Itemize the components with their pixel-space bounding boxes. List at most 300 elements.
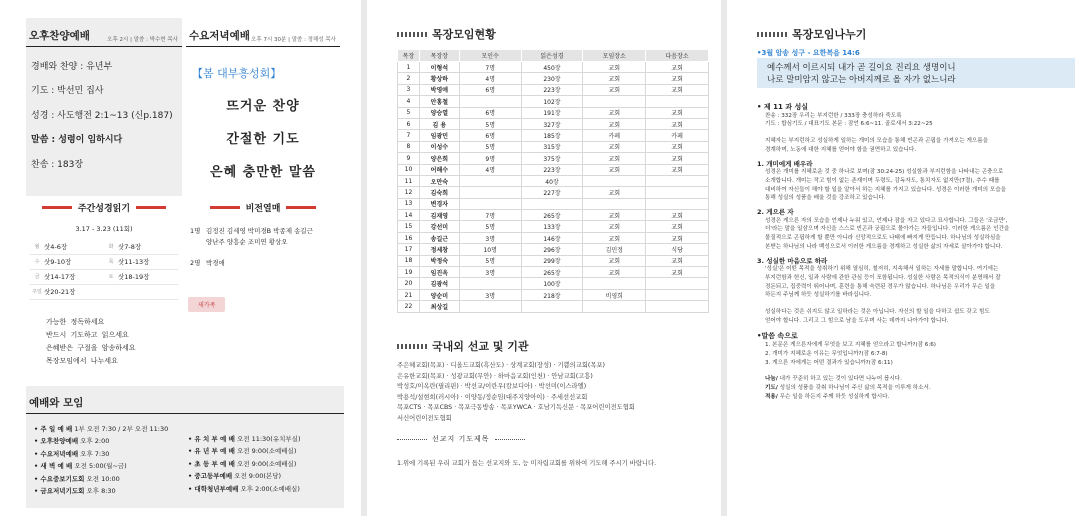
table-cell: 카페 <box>583 130 646 141</box>
table-cell: 어해수 <box>419 164 459 175</box>
table-cell: 265장 <box>521 267 583 278</box>
talk-title: •말씀 속으로 <box>757 332 798 341</box>
table-row <box>398 175 709 186</box>
reading-cell: 삿18-19장 <box>118 269 178 284</box>
table-row <box>398 141 709 152</box>
vision-fruit <box>186 200 340 378</box>
table-row <box>398 278 709 289</box>
closing-points <box>757 375 1075 401</box>
table-row <box>398 198 709 209</box>
list-item: • 수요저녁예배 오후 7:30 <box>34 449 110 458</box>
reading-cell: 삿11-13장 <box>118 254 178 269</box>
revival-line-1: 뜨거운 찬양 <box>226 99 300 114</box>
table-cell <box>459 198 521 209</box>
afternoon-hymn: 찬송 : 183장 <box>31 159 84 170</box>
header-bar-left <box>210 206 240 209</box>
afternoon-service-title: 오후찬양예배 <box>29 30 90 42</box>
text-line: 성경은 개미를 지혜로운 것 중 하나로 보며(잠 30:24-25) 성실함과 부지런함을 나타내는 곤충으로 <box>765 169 1004 176</box>
table-cell: 박영애 <box>419 84 459 95</box>
afternoon-service-header <box>26 18 182 47</box>
table-row <box>398 73 709 84</box>
table-cell: 교회 <box>583 255 646 266</box>
header-bar-right <box>286 206 316 209</box>
table-cell: 카페 <box>646 130 709 141</box>
reading-guide-line: 반드시 기도하고 읽으세요 <box>46 330 129 339</box>
table-cell: 교회 <box>646 267 709 278</box>
table-cell <box>646 301 709 312</box>
table-cell: 15 <box>398 221 420 232</box>
list-item: • 금요저녁기도회 오후 8:30 <box>34 487 116 495</box>
reading-range: 3.17 - 3.23 (11회) <box>75 225 133 233</box>
closing-share: 나눔/ 내가 꾸준히 하고 있는 것이 있다면 나누어 봅시다. <box>765 376 902 383</box>
worship-col-right <box>188 420 342 495</box>
text-line: 경계하며, 노동에 대한 지혜를 얻어야 함을 권면하고 있습니다. <box>765 146 917 153</box>
table-cell: 5명 <box>459 141 521 152</box>
table-cell: 22 <box>398 301 420 312</box>
table-cell: 교회 <box>583 118 646 129</box>
panel-right <box>727 0 1091 516</box>
missions-list <box>397 361 717 424</box>
missions-title: 국내외 선교 및 기관 <box>432 340 529 353</box>
table-cell <box>521 301 583 312</box>
table-cell: 6명 <box>459 107 521 118</box>
question: 1. 본문은 게으른자에게 무엇을 보고 지혜를 얻으라고 합니까?(잠 6:6) <box>765 342 936 349</box>
table-cell: 296장 <box>521 244 583 255</box>
dash-mark <box>757 32 787 37</box>
table-cell: 16 <box>398 232 420 243</box>
table-cell: 김재영 <box>419 210 459 221</box>
table-cell: 327장 <box>521 118 583 129</box>
text-line: 지혜자는 부지런하고 성실하게 일하는 개미의 모습을 통해 빈곤과 곤핍을 가져오는 게으름을 <box>765 138 989 145</box>
vision-fruit-title: 비전열매 <box>245 203 281 214</box>
table-row <box>398 244 709 255</box>
reading-cell: 삿4-6장 <box>44 239 104 254</box>
table-row <box>398 153 709 164</box>
table-cell: 10명 <box>459 244 521 255</box>
reading-guide-line: 가능한 정독하세요 <box>46 317 105 326</box>
lesson-title: • 제 11 과 성실 <box>757 103 809 111</box>
day-label: 주일 <box>30 284 44 299</box>
table-cell: 3 <box>398 84 420 95</box>
reading-cell: 삿14-17장 <box>44 269 104 284</box>
day-label: 금 <box>30 269 44 284</box>
text-line: 부지런함과 헌신, 일과 사람에 관한 관심 등이 포함됩니다. 성실한 사람은 목적의식이 분명해서 잘 <box>765 274 1001 281</box>
table-cell: 이형석 <box>419 62 459 73</box>
table-cell: 송길근 <box>419 232 459 243</box>
table-row <box>398 130 709 141</box>
table-cell: 450장 <box>521 62 583 73</box>
table-cell: 230장 <box>521 73 583 84</box>
col-header: 모임장소 <box>583 50 646 62</box>
table-cell: 18 <box>398 255 420 266</box>
vision-fruit-header <box>186 200 340 214</box>
table-row <box>398 267 709 278</box>
table-cell: 9명 <box>459 153 521 164</box>
panel-middle <box>367 0 720 516</box>
lesson-prayer: 기도 : 합심기도 / 대표기도 본문 : 잠언 6:6~11. 골로새서 3:22~25 <box>765 121 933 128</box>
mission-line: 서신어린이전도협회 <box>397 414 452 422</box>
table-cell: 교회 <box>646 232 709 243</box>
table-cell: 교회 <box>646 153 709 164</box>
day-label: 화 <box>104 239 118 254</box>
col-header: 모인수 <box>459 50 521 62</box>
table-cell <box>459 278 521 289</box>
mission-prayer-text: 1.위에 기록된 우리 교회가 돕는 선교지와 도, 능 미자립교회를 위하여 기도해 주시기 바랍니다. <box>397 460 657 467</box>
wednesday-service-box <box>186 18 340 196</box>
table-cell: 3명 <box>459 267 521 278</box>
table-cell: 5명 <box>459 255 521 266</box>
day-label: 월 <box>30 239 44 254</box>
table-cell: 223장 <box>521 84 583 95</box>
vision-names-cont: 양난주 양흥순 조미연 황상오 <box>206 238 288 246</box>
table-cell: 21 <box>398 289 420 300</box>
table-cell <box>646 175 709 186</box>
table-cell: 1 <box>398 62 420 73</box>
reading-cell: 삿9-10장 <box>44 254 104 269</box>
mission-line: 박용석/설현희(러시아) · 이양동/정순임(대주지양아이) · 주세선선교회 <box>397 393 588 401</box>
table-cell: 교회 <box>583 267 646 278</box>
table-cell: 안홍철 <box>419 96 459 107</box>
table-cell: 40장 <box>521 175 583 186</box>
text-line: 물질적으로 곤핍하게 할 뿐만 아니라 신앙적으로도 나태에 빠지게 만듭니다. 하나님의 성실하심을 <box>765 235 1001 242</box>
table-cell: 8 <box>398 141 420 152</box>
vision-names: 박경애 <box>206 259 225 267</box>
table-row <box>398 107 709 118</box>
table-row <box>398 96 709 107</box>
table-cell <box>459 175 521 186</box>
point-2-title: 2. 게으른 자 <box>757 208 794 217</box>
table-cell: 7명 <box>459 210 521 221</box>
table-cell: 교회 <box>583 107 646 118</box>
table-cell: 교회 <box>646 118 709 129</box>
afternoon-scripture: 성경 : 사도행전 2:1~13 (신p.187) <box>31 110 173 121</box>
table-cell: 11 <box>398 175 420 186</box>
reading-table <box>30 239 178 300</box>
vision-count: 2명 <box>190 259 201 267</box>
closing-prayer: 기도/ 성실의 성품을 갖춰 하나님이 주신 삶의 목적을 이루게 하소서. <box>765 384 931 391</box>
table-cell: 102장 <box>521 96 583 107</box>
mission-prayer-header <box>397 434 525 444</box>
panel-left <box>0 0 360 516</box>
text-line: 통해 성실의 성품을 배울 것을 강조하고 있습니다. <box>765 195 886 202</box>
table-row <box>398 84 709 95</box>
weekly-reading-title: 주간성경읽기 <box>77 203 131 214</box>
table-cell: 교회 <box>583 221 646 232</box>
table-row <box>30 284 178 299</box>
text-line: 정돈되고, 집중력이 뛰어나며, 훈련을 통해 숙련된 경우가 많습니다. 하나님은 우리가 무슨 일을 <box>765 283 996 290</box>
list-item: • 주 일 예 배 1부 오전 7:30 / 2부 오전 11:30 <box>34 424 169 433</box>
table-cell: 4명 <box>459 73 521 84</box>
groups-table-body <box>398 62 709 313</box>
day-label: 토 <box>104 269 118 284</box>
table-cell <box>583 301 646 312</box>
table-cell: 3명 <box>459 232 521 243</box>
table-cell: 변경자 <box>419 198 459 209</box>
table-cell: 이성수 <box>419 141 459 152</box>
vision-row-1 <box>190 226 340 235</box>
table-cell: 교회 <box>583 187 646 198</box>
table-cell: 비영희 <box>583 289 646 300</box>
table-cell: 교회 <box>583 84 646 95</box>
table-cell <box>646 278 709 289</box>
day-label: 목 <box>104 254 118 269</box>
table-cell: 교회 <box>583 73 646 84</box>
table-cell: 교회 <box>583 210 646 221</box>
table-row <box>398 289 709 300</box>
table-row <box>398 210 709 221</box>
worship-schedule <box>26 386 344 508</box>
table-cell: 박정숙 <box>419 255 459 266</box>
weekly-reading-header <box>26 200 182 214</box>
point-1-title: 1. 개미에게 배우라 <box>757 159 813 168</box>
question: 2. 개미가 지혜로운 이유는 무엇입니까?(잠 6:7-8) <box>765 350 888 357</box>
table-cell: 교회 <box>583 153 646 164</box>
table-cell: 218장 <box>521 289 583 300</box>
table-cell: 227장 <box>521 187 583 198</box>
new-family-badge: 새가족 <box>188 297 225 312</box>
sharing-header <box>757 26 866 42</box>
table-cell <box>459 187 521 198</box>
text-line: 하든지 주님께 하듯 성실하기를 바라십니다. <box>765 292 872 299</box>
list-item: • 초 등 부 예 배 오전 9:00(소예배실) <box>188 459 297 468</box>
afternoon-service-sub: 오후 2시 | 말씀 : 박수현 목사 <box>107 37 178 43</box>
table-cell: 김 용 <box>419 118 459 129</box>
closing-apply: 적용/ 무슨 일을 하든지 주께 하듯 성실하게 합시다. <box>765 393 890 400</box>
table-row <box>30 269 178 284</box>
table-cell <box>646 187 709 198</box>
table-header-row <box>398 50 709 62</box>
text-line: 성실하다는 것은 쉬지도 않고 일하라는 것은 아닙니다. 자신의 할 일을 다하고 쉼도 갖고 힘도 <box>765 309 990 316</box>
table-cell: 강선미 <box>419 221 459 232</box>
table-cell: 정세창 <box>419 244 459 255</box>
worship-col-left <box>34 420 188 495</box>
col-header: 읽은성경 <box>521 50 583 62</box>
table-cell: 265장 <box>521 210 583 221</box>
table-cell: 최상길 <box>419 301 459 312</box>
table-cell: 임진옥 <box>419 267 459 278</box>
table-cell: 13 <box>398 198 420 209</box>
table-cell: 교회 <box>646 255 709 266</box>
dotted-rule <box>397 439 427 440</box>
table-cell <box>583 175 646 186</box>
table-cell: 오만숙 <box>419 175 459 186</box>
revival-line-3: 은혜 충만한 말씀 <box>210 165 316 180</box>
table-row <box>398 62 709 73</box>
text-line: 본받는 하나님의 나라 백성으로서 이러한 게으름을 경계하고 성실한 삶의 자세로 살아가야 합니다. <box>765 243 1003 250</box>
text-line: 소개합니다. 개미는 작고 힘이 없는 존재이며 두령도, 감독자도, 통치자도 없지만(7절), 추수 때를 <box>765 177 1000 184</box>
missions-header <box>397 338 529 354</box>
table-cell: 2 <box>398 73 420 84</box>
afternoon-prayer: 기도 : 박선민 집사 <box>31 86 104 96</box>
table-cell: 223장 <box>521 164 583 175</box>
col-header: 목장장 <box>419 50 459 62</box>
wednesday-service-header <box>186 18 340 47</box>
table-row <box>398 232 709 243</box>
mission-line: 박성호/이옥란(필리핀) · 박선교/이란우(캄보디아) · 박선미(이스라엘) <box>397 383 587 390</box>
dash-mark <box>397 344 427 349</box>
lesson-hymn: 찬송 : 332장 우리는 부지런한 / 333장 충성하라 죽도록 <box>765 112 902 119</box>
table-cell: 5명 <box>459 221 521 232</box>
dash-mark <box>397 32 427 37</box>
table-cell <box>583 96 646 107</box>
list-item: • 유 치 부 예 배 오전 11:30(유치부실) <box>188 434 301 443</box>
day-label: 수 <box>30 254 44 269</box>
table-row <box>30 254 178 269</box>
revival-line-2: 간절한 기도 <box>226 132 300 147</box>
table-cell: 299장 <box>521 255 583 266</box>
afternoon-sermon: 말씀 : 성령이 임하시다 <box>31 135 123 145</box>
revival-title: 【봄 대부흥성회】 <box>192 67 282 80</box>
table-cell: 3명 <box>459 289 521 300</box>
table-cell <box>521 198 583 209</box>
table-cell: 교회 <box>583 62 646 73</box>
list-item: • 대학청년부예배 오후 2:00(소예배실) <box>188 484 300 493</box>
table-cell: 9 <box>398 153 420 164</box>
table-cell: 김광석 <box>419 278 459 289</box>
table-cell: 교회 <box>646 221 709 232</box>
empty-cell <box>118 284 178 299</box>
table-cell: 4명 <box>459 164 521 175</box>
table-cell: 14 <box>398 210 420 221</box>
table-row <box>398 301 709 312</box>
table-row <box>398 187 709 198</box>
table-cell: 양승열 <box>419 107 459 118</box>
table-cell: 김민정 <box>583 244 646 255</box>
text-line: 더'라는 말을 일삼으며 자신을 스스로 빈곤과 궁핍으로 몰아가는 자들입니다. 이러한 게으름은 인간을 <box>765 226 1010 233</box>
lesson-body <box>757 96 1075 401</box>
table-cell: 6명 <box>459 84 521 95</box>
table-cell: 10 <box>398 164 420 175</box>
worship-grid <box>26 414 344 495</box>
table-cell: 교회 <box>646 141 709 152</box>
table-cell: 교회 <box>646 84 709 95</box>
table-cell: 19 <box>398 267 420 278</box>
table-cell <box>646 198 709 209</box>
sharing-title: 목장모임나누기 <box>792 28 867 41</box>
table-cell: 12 <box>398 187 420 198</box>
list-item: • 수요중보기도회 오전 10:00 <box>34 474 120 483</box>
col-header: 다음장소 <box>646 50 709 62</box>
dotted-rule <box>495 439 525 440</box>
header-bar-right <box>136 206 166 209</box>
point-3-title: 3. 성실한 마음으로 하라 <box>757 256 828 265</box>
vision-row-2 <box>190 258 340 267</box>
lesson-closing <box>757 308 1075 325</box>
table-cell: 6명 <box>459 130 521 141</box>
worship-header <box>26 386 344 414</box>
table-cell: 4 <box>398 96 420 107</box>
table-cell: 7명 <box>459 62 521 73</box>
table-cell: 315장 <box>521 141 583 152</box>
list-item: • 유 년 부 예 배 오전 9:00(소예배실) <box>188 447 297 455</box>
reading-cell: 삿20-21장 <box>44 284 104 299</box>
table-row <box>398 118 709 129</box>
table-cell: 20 <box>398 278 420 289</box>
groups-title: 목장모임현황 <box>432 28 496 41</box>
reading-guide-line: 은혜받은 구절을 암송하세요 <box>46 343 136 352</box>
list-item: • 오후찬양예배 오후 2:00 <box>34 437 110 445</box>
table-row <box>398 255 709 266</box>
table-cell: 교회 <box>583 141 646 152</box>
table-cell: 식당 <box>646 244 709 255</box>
wednesday-service-title: 수요저녁예배 <box>189 30 250 42</box>
table-cell: 김숙희 <box>419 187 459 198</box>
mission-line: 목포CTS · 목포CBS · 목포극동방송 · 목포YWCA · 호남기독신문 · 목포어린이전도협회 <box>397 404 635 411</box>
table-row <box>30 239 178 254</box>
lesson-intro <box>757 137 1075 154</box>
mission-prayer-title: 선교지 기도제목 <box>432 435 490 443</box>
table-cell: 7 <box>398 130 420 141</box>
table-cell: 양은희 <box>419 153 459 164</box>
text-line: '성실'은 어떤 목적을 성취하기 위해 열심히, 철저히, 지속해서 일하는 자세를 말합니다. 여기에는 <box>765 266 999 273</box>
table-cell <box>459 96 521 107</box>
table-cell: 375장 <box>521 153 583 164</box>
afternoon-praise: 경배와 찬양 : 유년부 <box>31 61 113 72</box>
vision-count: 1명 <box>190 227 201 235</box>
table-cell: 146장 <box>521 232 583 243</box>
table-cell <box>646 289 709 300</box>
table-cell: 17 <box>398 244 420 255</box>
table-cell: 185장 <box>521 130 583 141</box>
table-cell: 133장 <box>521 221 583 232</box>
table-cell <box>583 198 646 209</box>
reading-cell: 삿7-8장 <box>118 239 178 254</box>
table-cell <box>459 301 521 312</box>
table-cell: 5 <box>398 107 420 118</box>
col-header: 목장 <box>398 50 420 62</box>
table-cell: 6 <box>398 118 420 129</box>
table-row <box>398 221 709 232</box>
table-cell: 교회 <box>646 164 709 175</box>
memory-verse-box <box>757 58 1075 88</box>
header-bar-left <box>42 206 72 209</box>
table-cell: 양순미 <box>419 289 459 300</box>
memory-verse-line: 나로 말미암지 않고는 아버지께로 올 자가 없느니라 <box>767 75 956 85</box>
table-cell: 191장 <box>521 107 583 118</box>
question: 3. 게으른 자에게는 어떤 결과가 있습니까?(잠 6:11) <box>765 359 893 366</box>
worship-title: 예배와 모임 <box>29 397 84 409</box>
table-cell: 교회 <box>646 62 709 73</box>
afternoon-service-box <box>26 18 182 196</box>
reading-guide-line: 목장모임에서 나누세요 <box>46 356 118 365</box>
table-cell: 교회 <box>646 73 709 84</box>
weekly-reading <box>26 200 182 378</box>
table-cell: 100장 <box>521 278 583 289</box>
memory-verse-title: •3월 암송 성구 - 요한복음 14:6 <box>757 49 860 57</box>
text-line: 대비하여 자신들이 해야 할 일을 알아서 하는 지혜를 가지고 있습니다. 성경은 이러한 개미의 모습을 <box>765 186 1007 193</box>
text-line: 성경은 게으른 자의 모습을 언제나 누워 있고, 언제나 잠을 자고 있다고 묘사합니다. 그들은 '조금만', <box>765 217 1008 224</box>
table-cell <box>583 278 646 289</box>
table-cell: 교회 <box>583 164 646 175</box>
groups-table <box>397 49 709 313</box>
table-cell: 교회 <box>646 107 709 118</box>
text-line: 얻어야 합니다. 그리고 그 힘으로 남을 도우며 사는 데까지 나아가야 합니다. <box>765 317 949 324</box>
mission-line: 은유한교회(목포) · 성광교회(무안) · 하마음교회(인천) · 안남교회(고흥) <box>397 372 593 380</box>
wednesday-service-sub: 오후 7시 30분 | 말씀 : 정해성 목사 <box>251 37 336 43</box>
groups-header <box>397 26 496 42</box>
reading-guide <box>46 316 182 368</box>
empty-cell <box>104 284 118 299</box>
memory-verse-line: 예수께서 이르시되 내가 곧 길이요 진리요 생명이니 <box>767 63 956 73</box>
table-cell: 교회 <box>583 232 646 243</box>
table-cell: 교회 <box>646 210 709 221</box>
list-item: • 새 벽 예 배 오전 5:00(월~금) <box>34 462 127 470</box>
vision-names: 김정진 김세영 박미경B 박종제 송길근 <box>206 227 313 235</box>
mission-line: 주은혜교회(목포) · 디올드교회(흑산도) · 상계교회(장성) · 기쁨의교회(목포) <box>397 362 605 369</box>
table-cell: 임광민 <box>419 130 459 141</box>
list-item: • 중고등부예배 오전 9:00(본당) <box>188 472 282 480</box>
table-cell <box>646 96 709 107</box>
